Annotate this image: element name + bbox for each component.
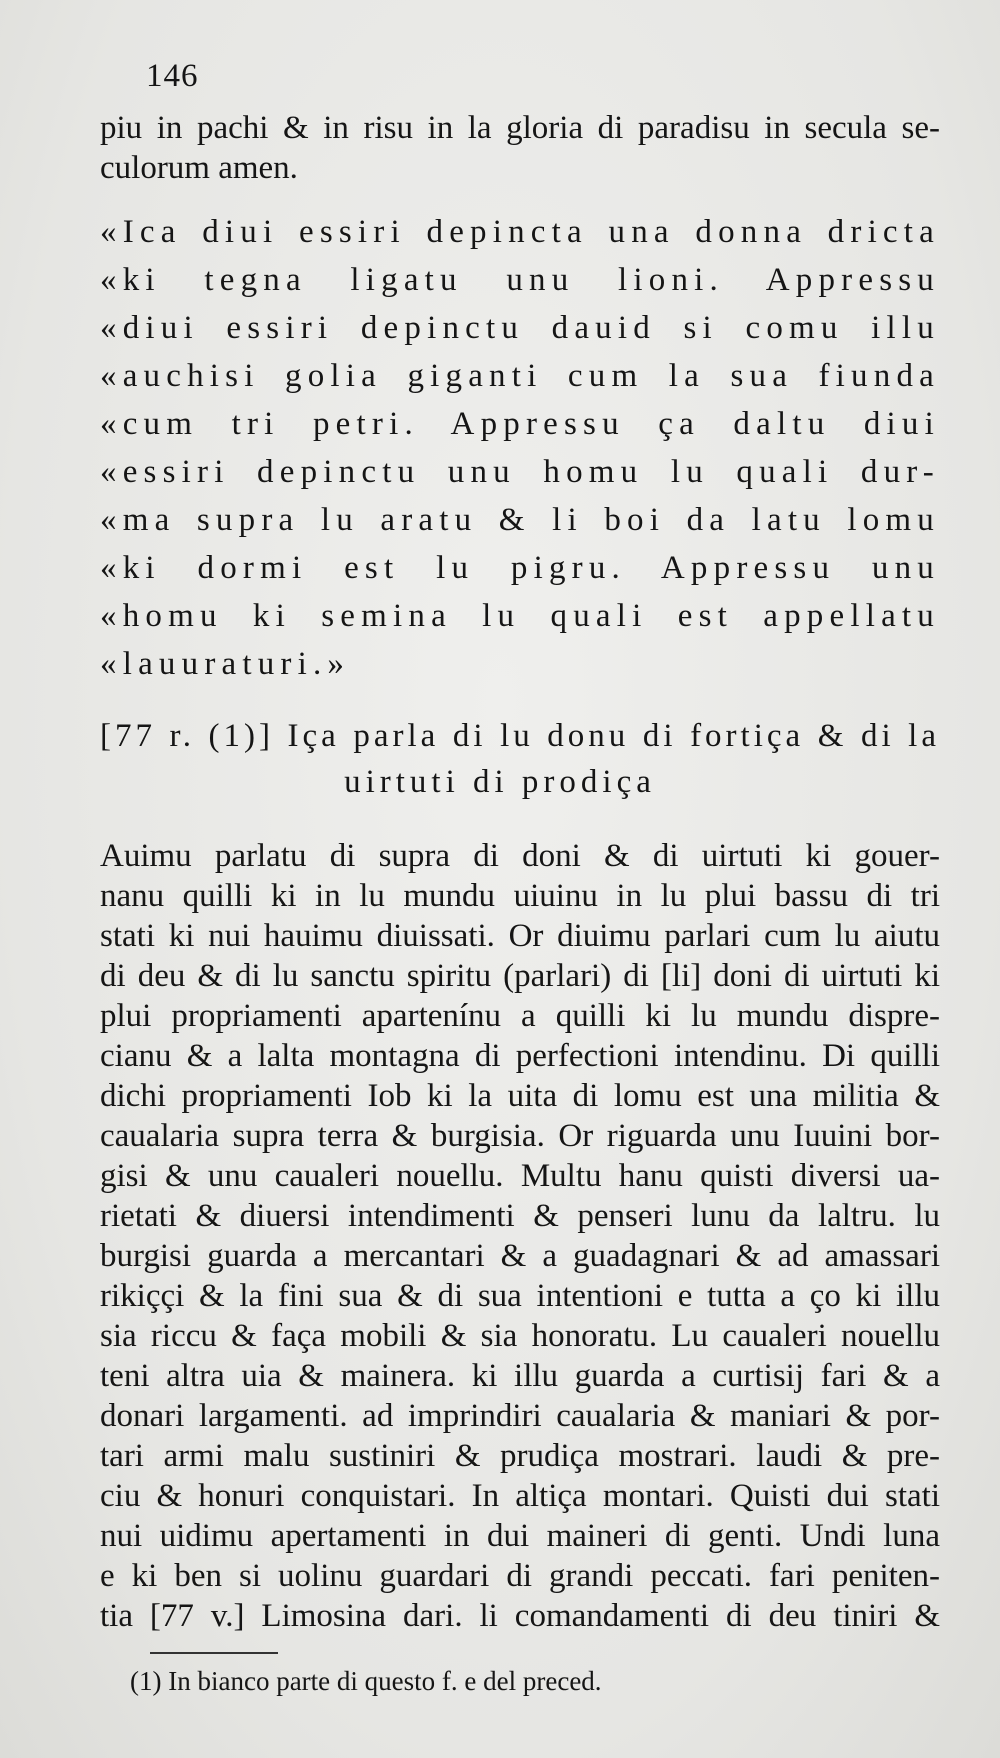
- footnote: (1) In bianco parte di questo f. e del preced.: [130, 1666, 602, 1696]
- quote-line: «homu ki semina lu quali est appellatu: [100, 598, 940, 634]
- footnote-divider: [150, 1652, 278, 1654]
- body-line: burgisi guarda a mercantari & a guadagnari & ad amassari: [100, 1238, 940, 1274]
- body-line: gisi & unu caualeri nouellu. Multu hanu quisti diversi ua-: [100, 1158, 940, 1194]
- text-line: culorum amen.: [100, 150, 298, 186]
- page-number: 146: [146, 58, 199, 94]
- body-line: tari armi malu sustiniri & prudiça mostrari. laudi & pre-: [100, 1438, 940, 1474]
- body-line: rietati & diuersi intendimenti & penseri lunu da laltru. lu: [100, 1198, 940, 1234]
- body-line: tia [77 v.] Limosina dari. li comandamenti di deu tiniri &: [100, 1598, 940, 1634]
- body-line: teni altra uia & mainera. ki illu guarda a curtisij fari & a: [100, 1358, 940, 1394]
- body-line: dichi propriamenti Iob ki la uita di lomu est una militia &: [100, 1078, 940, 1114]
- body-line: plui propriamenti apartenínu a quilli ki lu mundu dispre-: [100, 998, 940, 1034]
- quote-line: «diui essiri depinctu dauid si comu illu: [100, 310, 940, 346]
- body-line: di deu & di lu sanctu spiritu (parlari) di [li] doni di uirtuti ki: [100, 958, 940, 994]
- quote-line: «Ica diui essiri depincta una donna dricta: [100, 214, 940, 250]
- section-subheading: uirtuti di prodiça: [344, 764, 656, 800]
- body-line: e ki ben si uolinu guardari di grandi peccati. fari peniten-: [100, 1558, 940, 1594]
- text-line: piu in pachi & in risu in la gloria di paradisu in secula se-: [100, 110, 940, 146]
- quote-line: «ma supra lu aratu & li boi da latu lomu: [100, 502, 940, 538]
- body-line: stati ki nui hauimu diuissati. Or diuimu parlari cum lu aiutu: [100, 918, 940, 954]
- body-line: nui uidimu apertamenti in dui maineri di genti. Undi luna: [100, 1518, 940, 1554]
- quote-line: «auchisi golia giganti cum la sua fiunda: [100, 358, 940, 394]
- body-line: Auimu parlatu di supra di doni & di uirtuti ki gouer-: [100, 838, 940, 874]
- body-line: cianu & a lalta montagna di perfectioni intendinu. Di quilli: [100, 1038, 940, 1074]
- body-line: donari largamenti. ad imprindiri caualaria & maniari & por-: [100, 1398, 940, 1434]
- body-line: caualaria supra terra & burgisia. Or riguarda unu Iuuini bor-: [100, 1118, 940, 1154]
- section-heading: [77 r. (1)] Iça parla di lu donu di fortiça & di la: [100, 718, 940, 754]
- body-line: sia riccu & faça mobili & sia honoratu. Lu caualeri nouellu: [100, 1318, 940, 1354]
- body-line: nanu quilli ki in lu mundu uiuinu in lu plui bassu di tri: [100, 878, 940, 914]
- quote-line: «ki tegna ligatu unu lioni. Appressu: [100, 262, 940, 298]
- body-line: rikiççi & la fini sua & di sua intentioni e tutta a ço ki illu: [100, 1278, 940, 1314]
- quote-line: «ki dormi est lu pigru. Appressu unu: [100, 550, 940, 586]
- body-line: ciu & honuri conquistari. In altiça montari. Quisti dui stati: [100, 1478, 940, 1514]
- quote-line: «lauuraturi.»: [100, 646, 351, 682]
- quote-line: «cum tri petri. Appressu ça daltu diui: [100, 406, 940, 442]
- quote-line: «essiri depinctu unu homu lu quali dur-: [100, 454, 940, 490]
